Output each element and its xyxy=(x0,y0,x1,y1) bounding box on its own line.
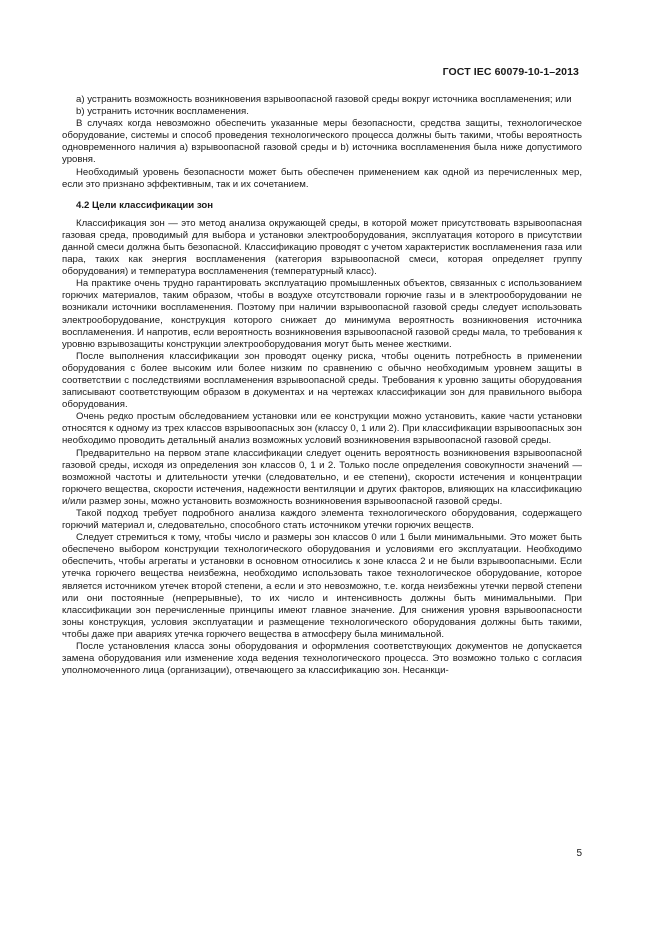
paragraph: В случаях когда невозможно обеспечить указанные меры безопасности, средства защиты, технологическое оборудование, системы и способ проведения технологического процесса должны быть такими, чтобы вероятность одновременного наличия a) взрывоопасной газовой среды и b) источника воспламенения была ниже допустимого уровня. xyxy=(62,118,582,166)
paragraph: Необходимый уровень безопасности может быть обеспечен применением как одной из перечисленных мер, если это признано эффективным, так и их сочетанием. xyxy=(62,166,582,190)
paragraph: После выполнения классификации зон проводят оценку риска, чтобы оценить потребность в применении оборудования с более высоким или более низким по сравнению с обычно необходимым уровнем защиты в соответствии с последствиями воспламенения взрывоопасной среды. Требования к уровню защиты оборудования записывают соответствующим образом в документах и на чертежах классификации зон для правильного выбора оборудования. xyxy=(62,350,582,411)
section-title: 4.2 Цели классификации зон xyxy=(76,199,214,211)
paragraph: Предварительно на первом этапе классификации следует оценить вероятность возникновения взрывоопасной газовой среды, исходя из определения зон классов 0, 1 и 2. Только после определения совокупности значений — возможной частоты и длительности утечки (следовательно, и ее степени), скорости истечения и концентрации горючего вещества, скорости истечения, надежности вентиляции и других факторов, влияющих на классификацию и/или размер зоны, можно установить возможность возникновения взрывоопасной газовой среды. xyxy=(62,447,582,507)
paragraph: Следует стремиться к тому, чтобы число и размеры зон классов 0 или 1 были минимальными. Это может быть обеспечено выбором конструкции технологического оборудования и условиями его эксплуатации. Необходимо обеспечить, чтобы агрегаты и установки в основном относились к зоне класса 2 и не были взрывоопасными. Если утечка горючего вещества неизбежна, необходимо использовать такое технологическое оборудование, которое является источником утечек второй степени, а если и это невозможно, т.е. когда неизбежны утечки первой степени или они постоянные (непрерывные), то их число и интенсивность должны быть минимальными. При классификации зон перечисленные принципы имеют главное значение. Для снижения уровня взрывоопасности зоны конструкция, условия эксплуатации и размещение технологического оборудования должны быть такими, чтобы даже при авариях утечка горючего вещества в атмосферу была минимальной. xyxy=(62,532,582,640)
paragraph: Очень редко простым обследованием установки или ее конструкции можно установить, какие части установки относятся к одному из трех классов взрывоопасных зон (классу 0, 1 или 2). При классификации взрывоопасных зон необходимо проводить детальный анализ возможных условий возникновения взрывоопасной газовой среды. xyxy=(62,411,582,447)
paragraph: После установления класса зоны оборудования и оформления соответствующих документов не допускается замена оборудования или изменение хода ведения технологического процесса. Это возможно только с согласия уполномоченного лица (организации), отвечающего за классификацию зон. Несанкци- xyxy=(62,641,582,677)
document-body xyxy=(62,94,582,677)
paragraph: Такой подход требует подробного анализа каждого элемента технологического оборудования, содержащего горючий материал и, следовательно, способного стать источником утечки горючих веществ. xyxy=(62,508,582,532)
document-header: ГОСТ IEC 60079-10-1–2013 xyxy=(442,66,579,78)
paragraph: Классификация зон — это метод анализа окружающей среды, в которой может присутствовать взрывоопасная газовая среда, проводимый для выбора и установки электрооборудования, эксплуатация которого в присутствии данной смеси должна быть безопасной. Классификацию проводят с учетом характеристик воспламенения газа или пара, таких как энергия воспламенения (категория взрывоопасной смеси, которая определяет группу оборудования) и температура воспламенения (температурный класс). xyxy=(62,217,582,278)
paragraph: На практике очень трудно гарантировать эксплуатацию промышленных объектов, связанных с использованием горючих материалов, таким образом, чтобы в воздухе отсутствовали горючие газы и в электрооборудовании не возникали источники воспламенения. Поэтому при наличии взрывоопасной газовой среды следует использовать электрооборудование, конструкция которого снижает до минимума вероятность возникновения источника воспламенения. И напротив, если вероятность возникновения взрывоопасной газовой среды мала, то требования к уровню взрывозащиты конструкции электрооборудования могут быть менее жесткими. xyxy=(62,278,582,350)
page-number: 5 xyxy=(576,848,582,859)
paragraph: b) устранить источник воспламенения. xyxy=(76,106,249,118)
paragraph: a) устранить возможность возникновения взрывоопасной газовой среды вокруг источника воспламенения; или xyxy=(76,94,572,105)
